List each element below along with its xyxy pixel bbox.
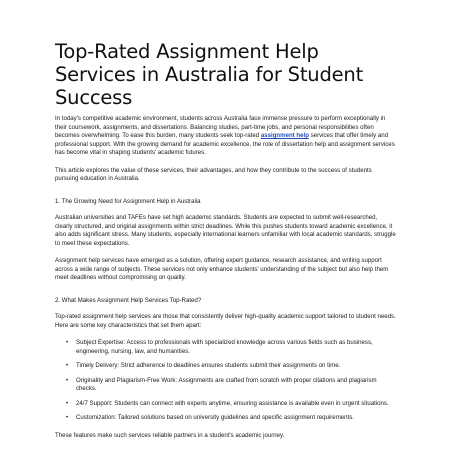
section-2-paragraph-1: Top-rated assignment help services are those that consistently deliver high-quality academic support tailored to student needs. Here are some key characteristics that set them apart: <box>55 313 396 329</box>
intro-text-after: services that offer timely and professional support. With the growing demand for academic excellence, the role of dissertation help and assignment services has become vital in shaping students' academic futures. <box>55 132 395 156</box>
section-1-paragraph-2: Assignment help services have emerged as a solution, offering expert guidance, research assistance, and writing support across a wide range of subjects. These services not only enhance students' understanding of the subject but also help them meet deadlines without compromising on quality. <box>55 257 389 281</box>
section-2-closing: These features make such services reliable partners in a student's academic journey. <box>55 431 285 439</box>
document-title: Top-Rated Assignment Help Services in Australia for Student Success <box>55 40 364 109</box>
bullet-icon: • <box>66 362 69 369</box>
intro-paragraph <box>55 115 396 158</box>
list-item-text: Subject Expertise: Access to professionals with specialized knowledge across various fields such as business, engineering, nursing, law, and humanities. <box>76 339 373 355</box>
list-item-text: Timely Delivery: Strict adherence to deadlines ensures students submit their assignments on time. <box>76 362 341 369</box>
section-1-paragraph-1: Australian universities and TAFEs have set high academic standards. Students are expected to submit well-researched, clearly structured, and original assignments within strict deadlines. While this pushes students toward academic excellence, it also adds significant stress. Many students, especially international learners unfamiliar with local academic standards, struggle to meet these expectations. <box>55 214 396 247</box>
list-item <box>66 399 396 409</box>
bullet-icon: • <box>66 399 69 407</box>
feature-list <box>55 339 396 423</box>
assignment-help-link[interactable]: assignment help <box>260 132 309 139</box>
list-item <box>66 414 396 423</box>
list-item-text: Originality and Plagiarism-Free Work: Assignments are crafted from scratch with proper citations and plagiarism checks. <box>76 376 377 392</box>
list-item <box>66 339 396 356</box>
intro-text-before: In today's competitive academic environment, students across Australia face immense pressure to perform exceptionally in their coursework, assignments, and dissertations. Balancing studies, part-time jobs, and personal responsibilities often becomes overwhelming. To ease this burden, many students seek top-rated <box>55 115 386 139</box>
section-2-heading: 2. What Makes Assignment Help Services Top-Rated? <box>55 296 202 304</box>
list-item <box>66 362 396 371</box>
section-1-heading: 1. The Growing Need for Assignment Help in Australia <box>55 197 201 205</box>
bullet-icon: • <box>66 376 69 384</box>
list-item-text: 24/7 Support: Students can connect with experts anytime, ensuring assistance is available even in urgent situations. <box>76 399 389 407</box>
intro-paragraph-2: This article explores the value of these services, their advantages, and how they contribute to the success of students pursuing education in Australia. <box>55 166 372 182</box>
bullet-icon: • <box>66 339 69 346</box>
bullet-icon: • <box>66 414 69 421</box>
list-item <box>66 376 396 394</box>
list-item-text: Customization: Tailored solutions based on university guidelines and specific assignment requirements. <box>76 414 354 421</box>
